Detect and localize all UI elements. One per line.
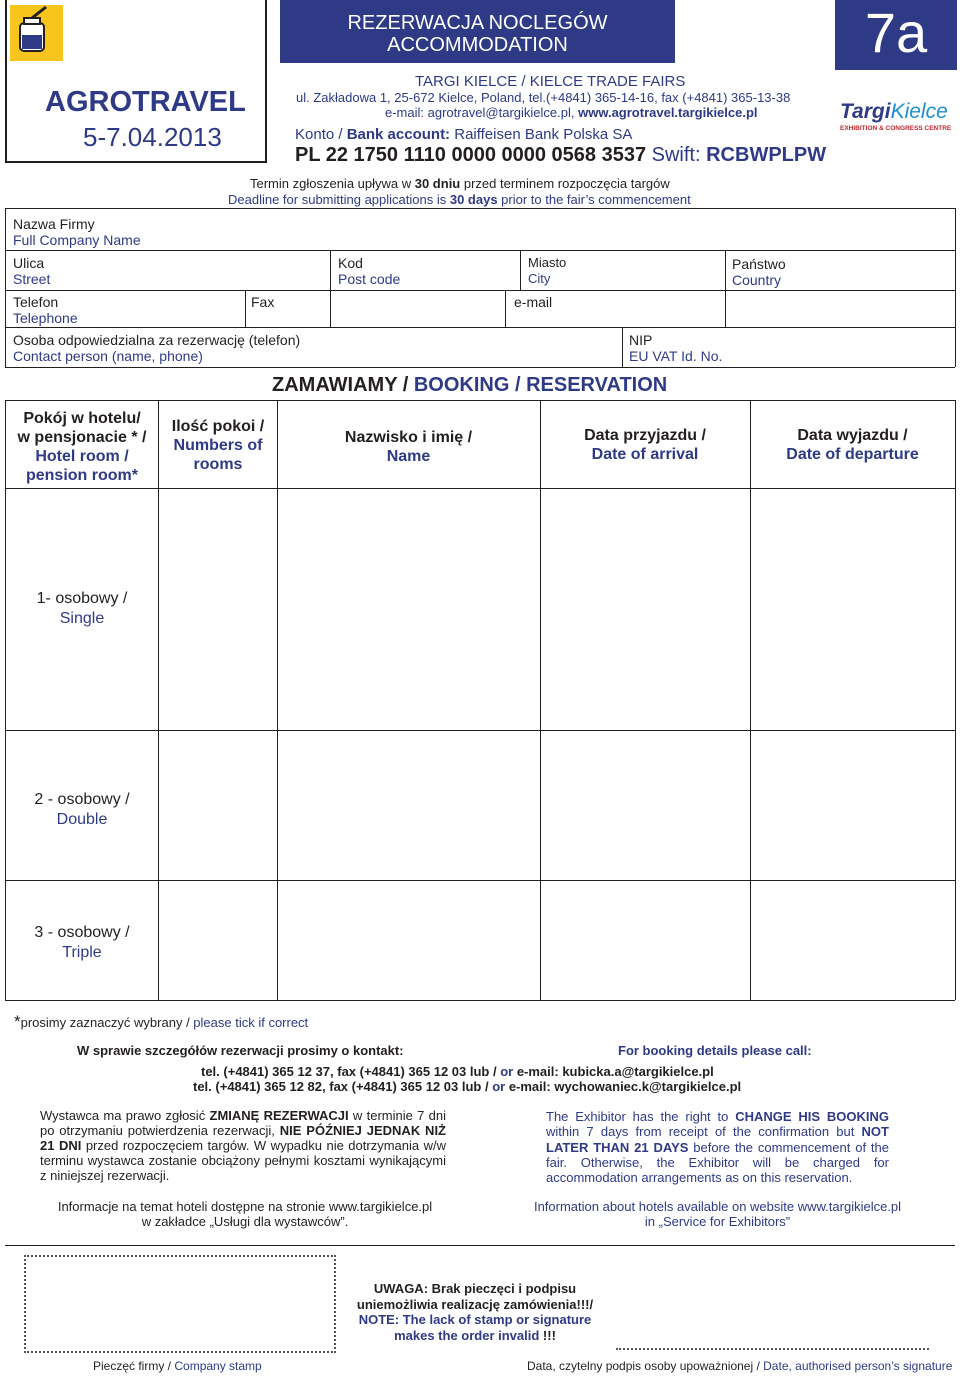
warning-pl-1: UWAGA: Brak pieczęci i podpisu [373,1281,577,1296]
address: ul. Zakładowa 1, 25-672 Kielce, Poland, tel.(+4841) 365-14-16, fax (+4841) 365-13-38 [296,90,791,105]
deadline-en-a: Deadline for submitting applications is [228,192,450,207]
country-label-en: Country [732,272,782,288]
contact-heading-en: For booking details please call: [618,1043,812,1058]
footnote [14,1012,308,1032]
col-departure-en: Date of departure [786,446,919,463]
signature-label-en: Date, authorised person’s signature [763,1359,953,1373]
stamp-label-pl: Pieczęć firmy / [93,1359,175,1373]
city-label-en: City [528,271,551,286]
col-arrival-pl: Data przyjazdu / [584,427,706,444]
col-name-pl: Nazwisko i imię / [344,429,473,446]
info-en-3: within 7 days from receipt of the confirmation but [546,1124,862,1140]
phone-label-en: Telephone [13,310,78,326]
booking-title-pl: ZAMAWIAMY / [272,374,414,396]
col-departure-pl: Data wyjazdu / [797,427,908,444]
info-pl-3: w terminie 7 dni po otrzymaniu potwierdzenia rezerwacji, [40,1108,447,1138]
hotels-info-pl-2: w zakładce „Usługi dla wystawców”. [141,1214,349,1229]
street-field[interactable] [13,255,50,287]
row-single-pl: 1- osobowy / [36,590,128,607]
row-single[interactable] [6,589,158,629]
col-room-count-en-2: rooms [193,456,243,473]
street-label-pl: Ulica [13,255,45,271]
swift-code: RCBWPLPW [706,144,827,166]
signature-label [527,1359,952,1373]
info-pl-2: ZMIANĘ REZERWACJI [209,1108,349,1123]
row-single-en: Single [59,610,105,627]
form-number-box [835,0,957,70]
footnote-star: * [14,1012,21,1031]
col-room-type-pl-2: w pensjonacie * / [17,429,147,446]
phone-field[interactable] [13,294,78,326]
col-room-type [6,409,158,485]
contact-line-1-b: e-mail: kubicka.a@targikielce.pl [513,1064,714,1079]
deadline-en-c: prior to the fair’s commencement [497,192,691,207]
signature-label-pl: Data, czytelny podpis osoby upoważnionej / [527,1359,764,1373]
info-en-5: before the commencement of the fair. Otherwise, the Exhibitor will be charged for accommodation arrangements as on this reservation. [546,1139,889,1186]
postcode-label-pl: Kod [338,255,363,271]
phone-label-pl: Telefon [13,294,59,310]
city-label-pl: Miasto [528,255,567,270]
contact-line-1 [201,1064,714,1079]
fax-label: Fax [251,294,275,310]
contact-line-2-a: tel. (+4841) 365 12 82, fax (+4841) 365 12 03 lub / [193,1079,493,1094]
info-pl-5: przed rozpoczęciem targów. W wypadku nie dotrzymania w/w terminu wystawca zostanie obciążony pełnymi kosztami wynikającymi z niniejszej rezerwacji. [40,1138,446,1183]
hotels-info-pl-1: Informacje na temat hoteli dostępne na stronie www.targikielce.pl [57,1199,433,1214]
logo-targi: Targi [840,100,891,123]
website: www.agrotravel.targikielce.pl [578,105,758,120]
info-en-1: The Exhibitor has the right to [546,1109,736,1124]
hotels-info-en [500,1199,935,1229]
postcode-label-en: Post code [338,271,401,287]
hotels-info-en-2: in „Service for Exhibitors” [644,1214,791,1229]
contact-line-2 [193,1079,741,1094]
info-en-2: CHANGE HIS BOOKING [735,1109,890,1124]
company-label-en: Full Company Name [13,232,141,248]
logo-kielce: Kielce [890,100,948,123]
col-arrival-en: Date of arrival [591,446,699,463]
warning [340,1281,610,1343]
city-field[interactable] [528,255,566,287]
hotels-info-en-1: Information about hotels available on website www.targikielce.pl [533,1199,902,1214]
footnote-en: please tick if correct [193,1015,309,1030]
fair-name: TARGI KIELCE / KIELCE TRADE FAIRS [415,73,686,90]
deadline-en-b: 30 days [449,192,498,207]
stamp-label-en: Company stamp [174,1359,262,1373]
booking-title-en: BOOKING / RESERVATION [413,374,668,396]
row-triple-en: Triple [62,944,102,961]
deadline-pl-c: przed terminem rozpoczęcia targów [460,176,670,191]
col-room-type-en-1: Hotel room / [35,448,129,465]
info-pl-1: Wystawca ma prawo zgłosić [40,1108,210,1123]
account-label-en: Bank account: [346,126,455,143]
col-room-count [158,417,278,474]
email-field[interactable] [514,294,552,310]
bank-name: Raiffeisen Bank Polska SA [454,126,633,143]
col-departure [750,426,955,464]
info-en-4: NOT LATER THAN 21 DAYS [546,1124,889,1155]
row-double-en: Double [56,811,108,828]
warning-en-1: NOTE: The lack of stamp or signature [358,1312,592,1327]
warning-en-3: !!! [539,1327,556,1343]
email-line: e-mail: agrotravel@targikielce.pl, [385,105,579,120]
footnote-pl: prosimy zaznaczyć wybrany / [20,1015,194,1030]
company-stamp-box[interactable] [24,1255,336,1353]
nip-label-pl: NIP [629,332,653,348]
hotels-info-pl [20,1199,470,1229]
info-en [546,1109,889,1185]
contact-label-pl: Osoba odpowiedzialna za rezerwację (telefon) [13,332,301,348]
col-arrival [540,426,750,464]
email-www [385,105,758,120]
company-name: AGROTRAVEL [45,86,246,118]
logo-sub: EXHIBITION & CONGRESS CENTRE [840,125,952,132]
title-pl: REZERWACJA NOCLEGÓW [347,12,608,34]
country-field[interactable] [732,256,786,288]
info-pl [40,1108,446,1183]
col-room-count-en-1: Numbers of [173,437,263,454]
swift-label: Swift: [646,144,707,166]
row-triple-pl: 3 - osobowy / [34,924,130,941]
account-label-pl: Konto / [295,126,347,143]
row-double[interactable] [6,790,158,830]
col-name-en: Name [386,448,431,465]
iban: PL 22 1750 1110 0000 0000 0568 3537 [295,144,647,166]
col-room-type-en-2: pension room* [25,467,138,484]
contact-line-1-a: tel. (+4841) 365 12 37, fax (+4841) 365 12 03 lub / [201,1064,501,1079]
title-bar [280,0,675,63]
deadline-pl-b: 30 dniu [414,176,461,191]
contact-line-1-or: or [500,1064,514,1079]
booking-title [272,374,667,397]
company-name-field[interactable] [13,216,141,248]
warning-en-2: makes the order invalid [394,1327,540,1343]
col-room-count-pl: Ilość pokoi / [171,418,265,435]
warning-pl-2: uniemożliwia realizację zamówienia!!!/ [356,1296,594,1312]
bank-line [295,126,632,143]
company-stamp-label [93,1359,262,1373]
col-room-type-pl-1: Pokój w hotelu/ [23,410,141,427]
nip-label-en: EU VAT Id. No. [629,348,723,364]
contact-line-2-b: e-mail: wychowaniec.k@targikielce.pl [505,1079,742,1094]
deadline-pl [250,176,670,191]
row-triple[interactable] [6,923,158,963]
fair-dates: 5-7.04.2013 [83,122,222,152]
form-number: 7a [864,1,928,64]
title-en: ACCOMMODATION [387,34,568,56]
row-double-pl: 2 - osobowy / [34,791,130,808]
company-label-pl: Nazwa Firmy [13,216,95,232]
vat-field[interactable] [629,332,722,364]
fax-field[interactable] [251,294,274,310]
country-label-pl: Państwo [732,256,786,272]
signature-line[interactable] [616,1348,929,1350]
contact-label-en: Contact person (name, phone) [13,348,203,364]
deadline-pl-a: Termin zgłoszenia upływa w [250,176,415,191]
info-pl-4: NIE PÓŹNIEJ JEDNAK NIŻ 21 DNI [40,1123,446,1153]
contact-line-2-or: or [492,1079,506,1094]
targikielce-logo [840,100,955,140]
street-label-en: Street [13,271,51,287]
postcode-field[interactable] [338,255,400,287]
col-name [277,428,540,466]
deadline-en [228,192,691,207]
email-label: e-mail [514,294,553,310]
contact-heading-pl: W sprawie szczegółów rezerwacji prosimy o kontakt: [77,1043,404,1058]
iban-line [295,144,826,167]
contact-person-field[interactable] [13,332,300,364]
